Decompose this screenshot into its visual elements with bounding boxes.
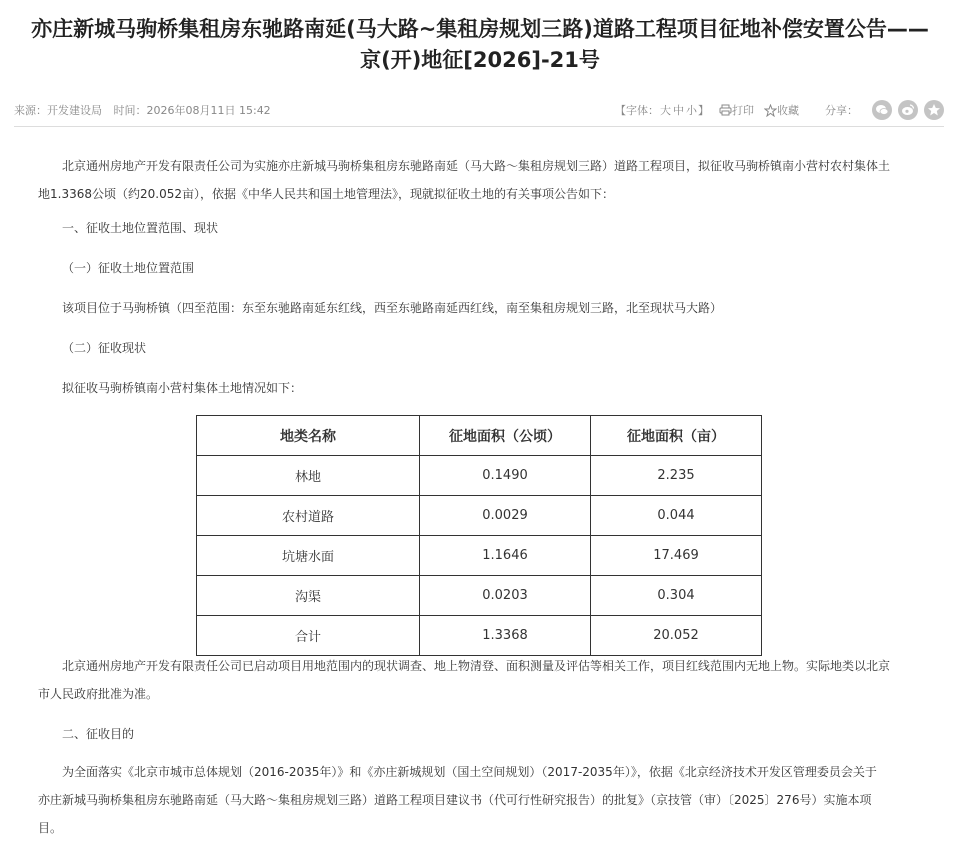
font-size-control — [615, 102, 709, 118]
printer-icon — [719, 104, 732, 116]
intro-paragraph — [38, 152, 918, 208]
table-row — [197, 536, 762, 576]
table-cell: 林地 — [197, 456, 420, 496]
table-cell: 1.3368 — [420, 616, 591, 656]
after-table-line-2: 市人民政府批准为准。 — [38, 687, 159, 701]
meta-info — [14, 102, 279, 118]
table-cell: 坑塘水面 — [197, 536, 420, 576]
font-large-button[interactable]: 大 — [660, 104, 671, 117]
table-header-row — [197, 416, 762, 456]
title-line-2: 京(开)地征[2026]-21号 — [360, 48, 600, 72]
print-button[interactable] — [719, 102, 754, 118]
font-medium-button[interactable]: 中 — [673, 104, 684, 117]
status-intro: 拟征收马驹桥镇南小营村集体土地情况如下： — [62, 381, 303, 395]
wechat-icon[interactable] — [872, 100, 892, 120]
favorite-button[interactable] — [764, 102, 799, 118]
intro-line-2: 地1.3368公顷（约20.052亩），依据《中华人民共和国土地管理法》，现就拟征收土地的有关事项公告如下： — [38, 187, 614, 201]
article-title — [0, 14, 960, 76]
font-size-end: 】 — [698, 104, 709, 117]
favorite-label: 收藏 — [777, 104, 799, 117]
purpose-line-1: 为全面落实《北京市城市总体规划（2016-2035年）》和《亦庄新城规划（国土空间规划）（2017-2035年）》，依据《北京经济技术开发区管理委员会关于 — [62, 765, 877, 779]
star-outline-icon — [764, 104, 777, 117]
font-size-label: 【字体： — [615, 104, 659, 117]
table-cell: 0.1490 — [420, 456, 591, 496]
purpose-line-2: 亦庄新城马驹桥集租房东驰路南延（马大路～集租房规划三路）道路工程项目建议书（代可行性研究报告）的批复》（京技管（审）〔2025〕276号）实施本项 — [38, 793, 872, 807]
table-cell: 0.304 — [591, 576, 762, 616]
table-cell: 20.052 — [591, 616, 762, 656]
table-cell: 0.044 — [591, 496, 762, 536]
table-cell: 0.0029 — [420, 496, 591, 536]
table-header: 征地面积（亩） — [591, 416, 762, 456]
table-row — [197, 576, 762, 616]
header-divider — [14, 126, 944, 127]
location-text: 该项目位于马驹桥镇（四至范围：东至东驰路南延东红线，西至东驰路南延西红线，南至集租房规划三路，北至现状马大路） — [62, 301, 723, 315]
table-row — [197, 616, 762, 656]
table-row — [197, 456, 762, 496]
share-label: 分享： — [825, 104, 858, 117]
table-cell: 沟渠 — [197, 576, 420, 616]
qzone-icon[interactable] — [924, 100, 944, 120]
table-cell: 农村道路 — [197, 496, 420, 536]
table-cell: 0.0203 — [420, 576, 591, 616]
weibo-icon[interactable] — [898, 100, 918, 120]
table-cell: 1.1646 — [420, 536, 591, 576]
table-header: 征地面积（公顷） — [420, 416, 591, 456]
subsection-2-heading: （二）征收现状 — [62, 341, 147, 355]
purpose-line-3: 目。 — [38, 821, 63, 835]
after-table-paragraph — [38, 652, 918, 708]
title-line-1: 亦庄新城马驹桥集租房东驰路南延(马大路~集租房规划三路)道路工程项目征地补偿安置公告—— — [31, 17, 929, 41]
font-small-button[interactable]: 小 — [686, 104, 697, 117]
print-label: 打印 — [732, 104, 754, 117]
source-text: 来源：开发建设局 — [14, 104, 102, 117]
table-cell: 合计 — [197, 616, 420, 656]
time-text: 时间：2026年08月11日 15:42 — [113, 104, 271, 117]
section-1-heading: 一、征收土地位置范围、现状 — [62, 221, 219, 235]
purpose-paragraph — [38, 758, 918, 842]
subsection-1-heading: （一）征收土地位置范围 — [62, 261, 195, 275]
after-table-line-1: 北京通州房地产开发有限责任公司已启动项目用地范围内的现状调查、地上物清登、面积测量及评估等相关工作，项目红线范围内无地上物。实际地类以北京 — [62, 659, 891, 673]
meta-tools — [605, 100, 944, 120]
table-row — [197, 496, 762, 536]
section-2-heading: 二、征收目的 — [62, 727, 135, 741]
land-table — [196, 415, 762, 656]
meta-bar — [14, 100, 944, 120]
table-cell: 17.469 — [591, 536, 762, 576]
table-header: 地类名称 — [197, 416, 420, 456]
table-cell: 2.235 — [591, 456, 762, 496]
intro-line-1: 北京通州房地产开发有限责任公司为实施亦庄新城马驹桥集租房东驰路南延（马大路～集租房规划三路）道路工程项目，拟征收马驹桥镇南小营村农村集体土 — [62, 159, 891, 173]
